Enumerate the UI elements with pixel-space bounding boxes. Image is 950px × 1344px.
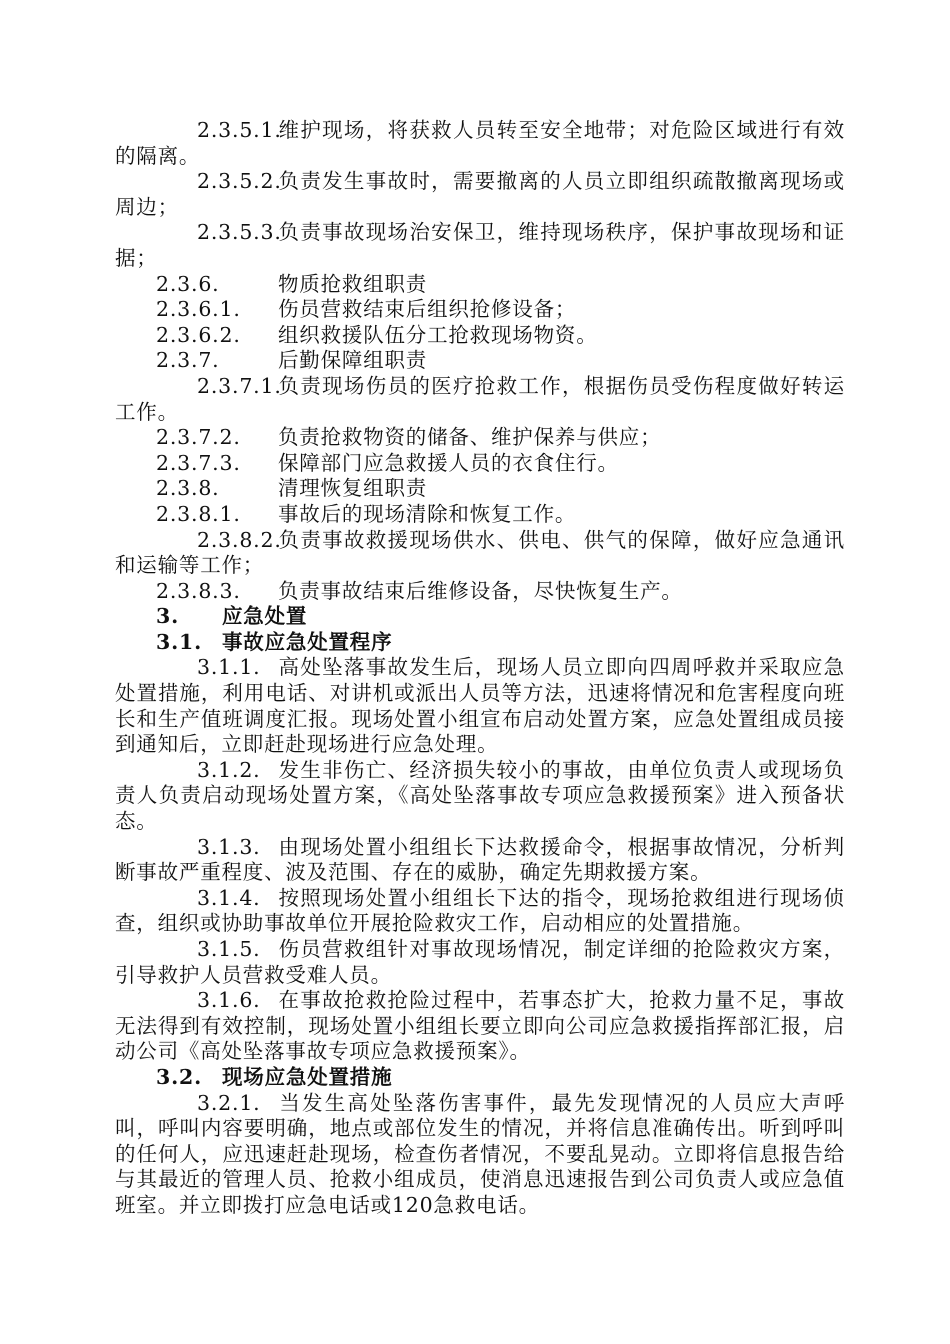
paragraph: 3.1.1. 高处坠落事故发生后，现场人员立即向四周呼救并采取应急处置措施，利用电话、对讲机或派出人员等方法，迅速将情况和危害程度向班长和生产值班调度汇报。现场处置小组宣布启动处置方案，应急处置组成员接到通知后，立即赶赴现场进行应急处理。 [115, 655, 845, 757]
paragraph: 2.3.7.1.负责现场伤员的医疗抢救工作，根据伤员受伤程度做好转运工作。 [115, 373, 845, 424]
paragraph: 3.1.5. 伤员营救组针对事故现场情况，制定详细的抢险救灾方案，引导救护人员营救受难人员。 [115, 937, 845, 987]
list-item: 2.3.7.3. 保障部门应急救援人员的衣食住行。 [156, 450, 619, 475]
list-item: 2.3.6. 物质抢救组职责 [156, 271, 428, 296]
paragraph: 3.1.6. 在事故抢救抢险过程中，若事态扩大，抢救力量不足，事故无法得到有效控制，现场处置小组组长要立即向公司应急救援指挥部汇报，启动公司《高处坠落事故专项应急救援预案》。 [115, 988, 845, 1064]
paragraph: 2.3.5.1.维护现场，将获救人员转至安全地带；对危险区域进行有效的隔离。 [115, 118, 845, 168]
paragraph: 2.3.5.2.负责发生事故时，需要撤离的人员立即组织疏散撤离现场或周边； [115, 169, 845, 219]
paragraph: 2.3.8.2.负责事故救援现场供水、供电、供气的保障，做好应急通讯和运输等工作； [115, 527, 845, 578]
paragraph: 3.1.2. 发生非伤亡、经济损失较小的事故，由单位负责人或现场负责人负责启动现场处置方案，《高处坠落事故专项应急救援预案》进入预备状态。 [115, 757, 845, 834]
list-item: 2.3.8.1. 事故后的现场清除和恢复工作。 [156, 501, 577, 526]
list-item: 2.3.8.3. 负责事故结束后维修设备，尽快恢复生产。 [156, 578, 683, 603]
paragraph: 3.2.1. 当发生高处坠落伤害事件，最先发现情况的人员应大声呼叫，呼叫内容要明确，地点或部位发生的情况，并将信息准确传出。听到呼叫的任何人，应迅速赶赴现场，检查伤者情况，不要乱晃动。立即将信息报告给与其最近的管理人员、抢救小组成员，使消息迅速报告到公司负责人或应急值班室。并立即拨打应急电话或120急救电话。 [115, 1090, 845, 1217]
list-item: 2.3.8. 清理恢复组职责 [156, 476, 428, 501]
subsection-heading: 3.2. 现场应急处置措施 [156, 1064, 393, 1089]
list-item: 2.3.7.2. 负责抢救物资的储备、维护保养与供应； [156, 425, 662, 450]
list-item: 2.3.6.1. 伤员营救结束后组织抢修设备； [156, 297, 577, 322]
paragraph: 3.1.4. 按照现场处置小组组长下达的指令，现场抢救组进行现场侦查，组织或协助事故单位开展抢险救灾工作，启动相应的处置措施。 [115, 885, 845, 936]
list-item: 2.3.7. 后勤保障组职责 [156, 348, 428, 373]
paragraph: 3.1.3. 由现场处置小组组长下达救援命令，根据事故情况，分析判断事故严重程度、波及范围、存在的威胁，确定先期救援方案。 [115, 834, 845, 885]
subsection-heading: 3.1. 事故应急处置程序 [156, 629, 393, 654]
document-body [115, 118, 845, 1219]
section-heading: 3. 应急处置 [156, 604, 308, 629]
paragraph: 2.3.5.3.负责事故现场治安保卫，维持现场秩序，保护事故现场和证据； [115, 220, 845, 270]
list-item: 2.3.6.2. 组织救援队伍分工抢救现场物资。 [156, 322, 598, 347]
